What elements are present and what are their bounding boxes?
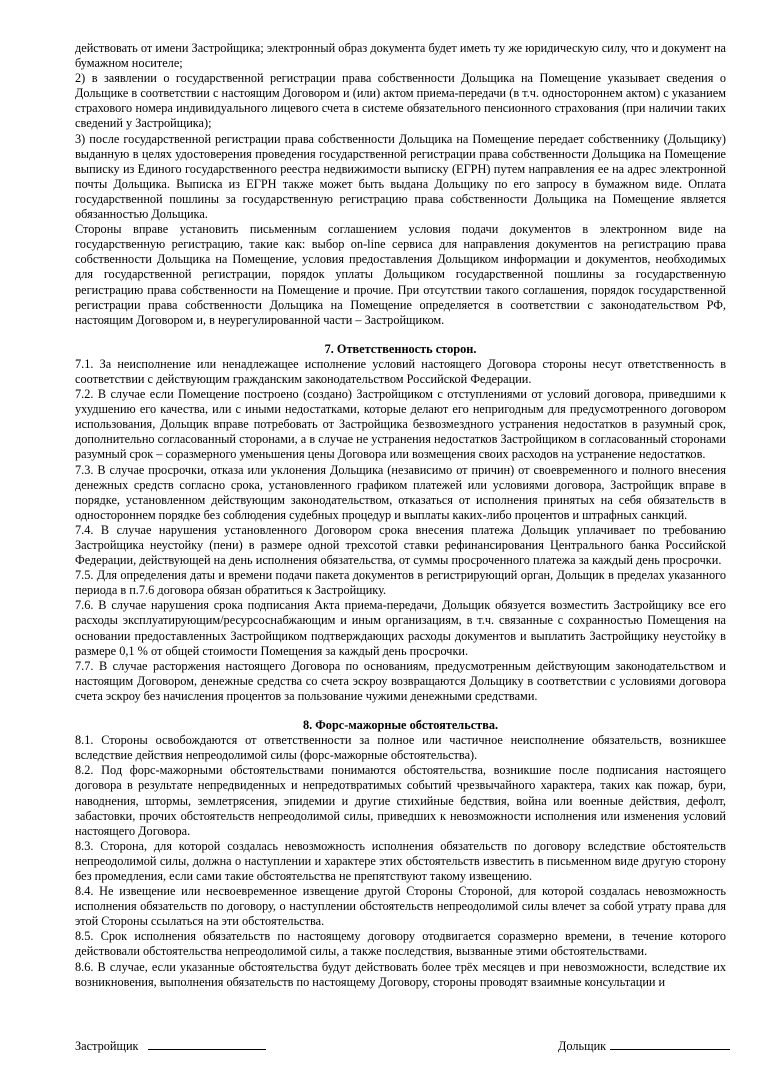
section-7-heading: 7. Ответственность сторон. — [324, 341, 477, 356]
developer-signature — [75, 1036, 266, 1054]
clause-8-5: 8.5. Срок исполнения обязательств по настоящему договору отодвигается соразмерно времени, в течение которого действовали обстоятельства непреодолимой силы, а также последствия, вызванные этими обстоятельствами. — [75, 929, 726, 959]
paragraph-intro-2: 2) в заявлении о государственной регистрации права собственности Дольщика на Помещение указывает сведения о Дольщике в соответствии с настоящим Договором и (или) актом приема-передачи (в т.ч. одностороннем актом) с указанием страхового номера индивидуального лицевого счета в системе обязательного пенсионного страхования (при наличии таких сведений у Застройщика); — [75, 71, 726, 131]
clause-7-4: 7.4. В случае нарушения установленного Договором срока внесения платежа Дольщик уплачивает по требованию Застройщика неустойку (пени) в размере одной трехсотой ставки рефинансирования Центрального банка Российской Федерации, действующей на день исполнения обязательства, от суммы просроченного платежа за каждый день просрочки. — [75, 522, 726, 568]
paragraph-intro-3: 3) после государственной регистрации права собственности Дольщика на Помещение передает собственнику (Дольщику) выданную в целях удостоверения проведения государственной регистрации права собственности Дольщика на Помещение выписку из Единого государственного реестра недвижимости выписку (ЕГРН) путем направления ее на адрес электронной почты Дольщика. Выписка из ЕГРН также может быть выдана Дольщику по его запросу в бумажном виде. Оплата государственной пошлины за государственную регистрацию права собственности Дольщика на Помещение является обязанностью Дольщика. — [75, 131, 726, 222]
shareholder-signature-line — [610, 1036, 730, 1050]
signature-block — [75, 1036, 726, 1054]
clause-7-3: 7.3. В случае просрочки, отказа или уклонения Дольщика (независимо от причин) от своевременного и полного внесения денежных средств согласно срока, установленного графиком платежей или условиями договора, Застройщик вправе в порядке, установленном действующим законодательством, отказаться от исполнения принятых на себя обязательств в одностороннем порядке без соблюдения судебных процедур и выплаты каких-либо процентов и штрафных санкций. — [75, 462, 726, 522]
clause-8-3: 8.3. Сторона, для которой создалась невозможность исполнения обязательств по договору вследствие обстоятельств непреодолимой силы, должна о наступлении и характере этих обстоятельств известить в письменном виде другую сторону без промедления, если сами такие обстоятельства не препятствуют такому извещению. — [75, 838, 726, 883]
clause-7-7: 7.7. В случае расторжения настоящего Договора по основаниям, предусмотренным действующим законодательством и настоящим Договором, денежные средства со счета эскроу возвращаются Дольщику в соответствии с условиями договора счета эскроу без начисления процентов за пользование чужими денежными средствами. — [75, 658, 726, 703]
clause-8-4: 8.4. Не извещение или несвоевременное извещение другой Стороны Стороной, для которой создалась невозможность исполнения обязательств по договору, о наступлении обстоятельств непреодолимой силы влечет за собой утрату права для этой Стороны ссылаться на эти обстоятельства. — [75, 884, 726, 929]
section-spacer — [75, 328, 726, 342]
section-8-heading: 8. Форс-мажорные обстоятельства. — [302, 718, 499, 733]
clause-7-6: 7.6. В случае нарушения срока подписания Акта приема-передачи, Дольщик обязуется возместить Застройщику все его расходы эксплуатирующим/ресурсоснабжающим и иным организациям, в т.ч. связанные с сохранностью Помещения на основании предоставленных Застройщиком подтверждающих расходы документов и выплатить Застройщику неустойку в размере 0,1 % от общей стоимости Помещения за каждый день просрочки. — [75, 598, 726, 658]
clause-7-2: 7.2. В случае если Помещение построено (создано) Застройщиком с отступлениями от условий договора, приведшими к ухудшению его качества, или с иными недостатками, которые делают его непригодным для предусмотренного договором использования, Дольщик вправе потребовать от Застройщика безвозмездного устранения недостатков в разумный срок, дополнительно согласованный сторонами, а в случае не устранения недостатков Застройщиком в согласованный сторонами разумный срок – соразмерного уменьшения цены Договора или возмещения своих расходов на устранение недостатков. — [75, 387, 726, 462]
paragraph-intro-1: действовать от имени Застройщика; электронный образ документа будет иметь ту же юридическую силу, что и документ на бумажном носителе; — [75, 41, 726, 71]
paragraph-intro-4: Стороны вправе установить письменным соглашением условия подачи документов в электронном виде на государственную регистрацию, такие как: выбор on-line сервиса для направления документов на регистрацию права собственности Дольщика на Помещение, условия предоставления Дольщиком информации и документов, необходимых для государственной регистрации, порядок уплаты Дольщиком государственной пошлины за государственную регистрацию права собственности на Помещение и прочие. При отсутствии такого соглашения, порядок государственной регистрации права собственности Дольщика на Помещение определяется в соответствии с законодательством РФ, настоящим Договором и, в неурегулированной части – Застройщиком. — [75, 222, 726, 327]
developer-signature-line — [148, 1036, 266, 1050]
shareholder-signature — [558, 1036, 730, 1054]
shareholder-signature-label: Дольщик — [558, 1039, 607, 1053]
clause-8-1: 8.1. Стороны освобождаются от ответственности за полное или частичное неисполнение обязательств, возникшее вследствие действия непреодолимой силы (форс-мажорные обстоятельства). — [75, 733, 726, 763]
clause-7-1: 7.1. За неисполнение или ненадлежащее исполнение условий настоящего Договора стороны несут ответственность в соответствии с действующим гражданским законодательством Российской Федерации. — [75, 356, 726, 386]
document-body — [75, 41, 726, 990]
clause-8-6: 8.6. В случае, если указанные обстоятельства будут действовать более трёх месяцев и при невозможности, вследствие их возникновения, выполнения обязательств по настоящему Договору, стороны проводят взаимные консультации и — [75, 959, 726, 989]
clause-8-2: 8.2. Под форс-мажорными обстоятельствами понимаются обстоятельства, возникшие после подписания настоящего договора в результате непредвиденных и непредотвратимых событий чрезвычайного характера, таких как пожар, бури, наводнения, штормы, землетрясения, эпидемии и другие стихийные бедствия, война или военные действия, дефолт, забастовки, прочих обстоятельств непреодолимой силы, приведших к невозможности исполнения или изменения условий настоящего Договора. — [75, 763, 726, 838]
clause-7-5: 7.5. Для определения даты и времени подачи пакета документов в регистрирующий орган, Дольщик в пределах указанного периода в п.7.6 договора обязан обратиться к Застройщику. — [75, 568, 726, 598]
section-spacer — [75, 704, 726, 718]
developer-signature-label: Застройщик — [75, 1039, 139, 1053]
